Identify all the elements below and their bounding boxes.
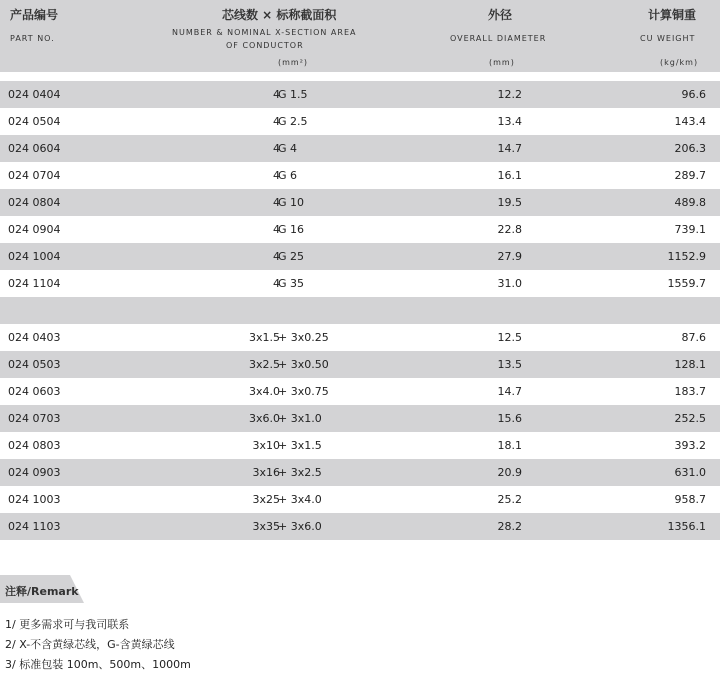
cu-weight-cell: 958.7	[674, 493, 706, 506]
cross-section-cell: G 35	[278, 277, 305, 290]
part-no-cell: 024 0803	[8, 439, 61, 452]
remark-line-2: 2/ X-不含黄绿芯线，G-含黄绿芯线	[5, 638, 175, 651]
table-row	[0, 189, 720, 216]
cu-weight-cell: 87.6	[681, 331, 706, 344]
core-count-cell: 3x2.5	[248, 358, 280, 371]
cores-header-en-line2: OF CONDUCTOR	[226, 41, 304, 50]
cores-header-unit: (mm²)	[278, 58, 309, 67]
cross-section-cell: + 3x1.5	[278, 439, 322, 452]
cross-section-cell: G 2.5	[278, 115, 308, 128]
part-no-cell: 024 1004	[8, 250, 61, 263]
cross-section-cell: + 3x0.25	[278, 331, 329, 344]
core-count-cell: 3x35	[252, 520, 280, 533]
cross-section-cell: + 3x1.0	[278, 412, 322, 425]
cu-weight-cell: 631.0	[674, 466, 706, 479]
cross-section-cell: + 3x2.5	[278, 466, 322, 479]
cu-weight-cell: 143.4	[674, 115, 706, 128]
cross-section-cell: G 4	[278, 142, 298, 155]
core-count-cell: 3x10	[252, 439, 280, 452]
table-row	[0, 378, 720, 405]
overall-diameter-cell: 13.4	[497, 115, 522, 128]
part-no-cell: 024 1003	[8, 493, 61, 506]
overall-diameter-cell: 31.0	[497, 277, 522, 290]
core-count-cell: 4	[273, 142, 280, 155]
part-no-cell: 024 0704	[8, 169, 61, 182]
core-count-cell: 4	[273, 169, 280, 182]
core-count-cell: 4	[273, 88, 280, 101]
cu-weight-cell: 206.3	[674, 142, 706, 155]
table-row	[0, 135, 720, 162]
cross-section-cell: G 1.5	[278, 88, 308, 101]
overall-diameter-cell: 13.5	[497, 358, 522, 371]
overall-diameter-cell: 14.7	[497, 142, 522, 155]
part-no-cell: 024 0603	[8, 385, 61, 398]
od-header-en: OVERALL DIAMETER	[450, 34, 547, 43]
overall-diameter-cell: 12.5	[497, 331, 522, 344]
table-row	[0, 270, 720, 297]
cu-header-en: CU WEIGHT	[640, 34, 696, 43]
table-header	[0, 0, 720, 72]
cu-header-cn: 计算铜重	[648, 8, 697, 22]
cross-section-cell: G 10	[278, 196, 305, 209]
table-row	[0, 243, 720, 270]
core-count-cell: 3x4.0	[248, 385, 280, 398]
core-count-cell: 3x6.0	[248, 412, 280, 425]
cu-weight-cell: 393.2	[674, 439, 706, 452]
cu-weight-cell: 1152.9	[667, 250, 706, 263]
overall-diameter-cell: 19.5	[497, 196, 522, 209]
table-group-separator	[0, 297, 720, 324]
part-no-cell: 024 0404	[8, 88, 61, 101]
part-no-header-cn: 产品编号	[10, 8, 59, 22]
overall-diameter-cell: 14.7	[497, 385, 522, 398]
cu-weight-cell: 289.7	[674, 169, 706, 182]
part-no-cell: 024 0604	[8, 142, 61, 155]
core-count-cell: 4	[273, 115, 280, 128]
od-header-unit: (mm)	[489, 58, 515, 67]
overall-diameter-cell: 28.2	[497, 520, 522, 533]
overall-diameter-cell: 16.1	[497, 169, 522, 182]
part-no-cell: 024 0904	[8, 223, 61, 236]
remark-label: 注释/Remark	[5, 585, 79, 598]
table-row	[0, 108, 720, 135]
part-no-cell: 024 0403	[8, 331, 61, 344]
cu-weight-cell: 1356.1	[667, 520, 706, 533]
core-count-cell: 3x16	[252, 466, 280, 479]
cu-weight-cell: 489.8	[674, 196, 706, 209]
cores-header-en-line1: NUMBER & NOMINAL X-SECTION AREA	[172, 28, 357, 37]
overall-diameter-cell: 12.2	[497, 88, 522, 101]
overall-diameter-cell: 25.2	[497, 493, 522, 506]
cross-section-cell: + 3x0.50	[278, 358, 329, 371]
table-row	[0, 324, 720, 351]
remark-line-3: 3/ 标准包装 100m、500m、1000m	[5, 658, 191, 671]
overall-diameter-cell: 22.8	[497, 223, 522, 236]
table-row	[0, 432, 720, 459]
core-count-cell: 4	[273, 277, 280, 290]
core-count-cell: 3x25	[252, 493, 280, 506]
table-row	[0, 405, 720, 432]
core-count-cell: 3x1.5	[248, 331, 280, 344]
cores-header-cn: 芯线数 × 标称截面积	[222, 8, 337, 22]
table-row	[0, 216, 720, 243]
part-no-cell: 024 0503	[8, 358, 61, 371]
cu-weight-cell: 183.7	[674, 385, 706, 398]
table-row	[0, 162, 720, 189]
overall-diameter-cell: 18.1	[497, 439, 522, 452]
cu-weight-cell: 96.6	[681, 88, 706, 101]
overall-diameter-cell: 20.9	[497, 466, 522, 479]
cross-section-cell: + 3x0.75	[278, 385, 329, 398]
remark-line-1: 1/ 更多需求可与我司联系	[5, 618, 130, 631]
cu-weight-cell: 252.5	[674, 412, 706, 425]
cu-weight-cell: 739.1	[674, 223, 706, 236]
cross-section-cell: + 3x6.0	[278, 520, 322, 533]
overall-diameter-cell: 15.6	[497, 412, 522, 425]
cu-header-unit: (kg/km)	[660, 58, 699, 67]
core-count-cell: 4	[273, 250, 280, 263]
cu-weight-cell: 128.1	[674, 358, 706, 371]
cross-section-cell: G 16	[278, 223, 305, 236]
od-header-cn: 外径	[488, 8, 513, 22]
part-no-cell: 024 0504	[8, 115, 61, 128]
part-no-header-en: PART NO.	[10, 34, 55, 43]
part-no-cell: 024 0903	[8, 466, 61, 479]
part-no-cell: 024 1104	[8, 277, 61, 290]
part-no-cell: 024 0703	[8, 412, 61, 425]
table-row	[0, 351, 720, 378]
table-row	[0, 513, 720, 540]
table-row	[0, 486, 720, 513]
cable-table-body	[0, 81, 720, 540]
cross-section-cell: G 6	[278, 169, 298, 182]
cu-weight-cell: 1559.7	[667, 277, 706, 290]
cross-section-cell: + 3x4.0	[278, 493, 322, 506]
part-no-cell: 024 0804	[8, 196, 61, 209]
cross-section-cell: G 25	[278, 250, 305, 263]
overall-diameter-cell: 27.9	[497, 250, 522, 263]
table-row	[0, 459, 720, 486]
header-gap	[0, 72, 720, 81]
part-no-cell: 024 1103	[8, 520, 61, 533]
table-row	[0, 81, 720, 108]
core-count-cell: 4	[273, 196, 280, 209]
core-count-cell: 4	[273, 223, 280, 236]
